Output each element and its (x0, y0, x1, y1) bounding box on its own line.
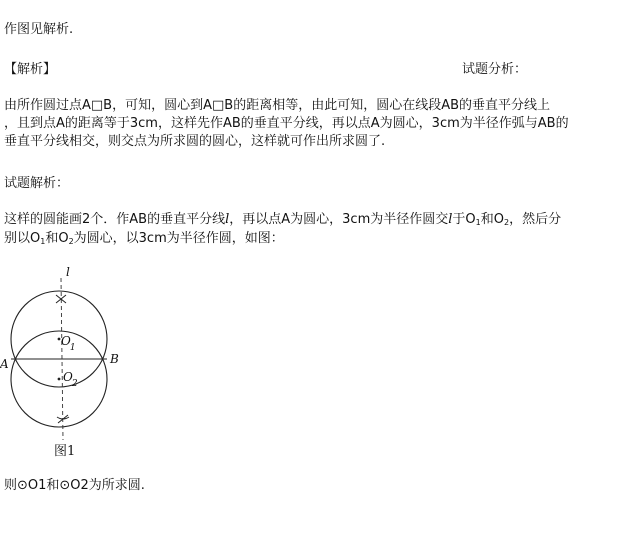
solution-text-part: 和O (45, 231, 69, 246)
subscript: 2 (68, 237, 74, 246)
analysis-text-line-1: 由所作圆过点A□B，可知，圆心到A□B的距离相等，由此可知，圆心在线段AB的垂直平分线上 (4, 98, 551, 113)
label-o1-subscript: 1 (69, 343, 76, 353)
answer-line: 作图见解析. (4, 22, 74, 37)
subscript: 1 (475, 218, 481, 227)
analysis-subheading: 试题分析： (462, 62, 528, 77)
geometry-figure (0, 262, 140, 440)
subscript: 2 (503, 218, 510, 227)
subscript: 1 (40, 237, 46, 246)
solution-text-part: 这样的圆能画2个．作AB的垂直平分线 (4, 212, 226, 227)
solution-text-line-1 (4, 212, 561, 231)
label-o1 (61, 334, 76, 353)
label-o1-letter: O (61, 334, 71, 348)
label-l: l (66, 265, 70, 279)
solution-text-part: 为圆心，以3cm为半径作圆，如图： (73, 231, 284, 246)
analysis-heading: 【解析】 (4, 62, 57, 77)
solution-heading: 试题解析： (4, 176, 70, 191)
solution-text-line-2 (4, 231, 284, 250)
label-b: B (110, 352, 119, 366)
label-o2-subscript: 2 (71, 379, 78, 389)
solution-text-part: ，然后分 (509, 212, 562, 227)
solution-text-part: ，再以点A为圆心，3cm为半径作圆交 (229, 212, 449, 227)
solution-text-part: 别以O (4, 231, 41, 246)
solution-text-part: 和O (480, 212, 504, 227)
analysis-text-line-2: ，且到点A的距离等于3cm，这样先作AB的垂直平分线，再以点A为圆心，3cm为半径作弧与AB的 (4, 116, 569, 131)
analysis-text-line-3: 垂直平分线相交，则交点为所求圆的圆心，这样就可作出所求圆了. (4, 134, 386, 149)
point-o1 (58, 338, 61, 341)
point-o2 (58, 378, 61, 381)
line-l-label: l (448, 212, 453, 227)
label-o2-letter: O (63, 370, 73, 384)
label-a: A (0, 357, 9, 371)
solution-text-part: 于O (452, 212, 476, 227)
conclusion-line: 则⊙O1和⊙O2为所求圆. (4, 478, 145, 493)
line-l-label: l (225, 212, 230, 227)
figure-caption: 图1 (54, 444, 76, 459)
